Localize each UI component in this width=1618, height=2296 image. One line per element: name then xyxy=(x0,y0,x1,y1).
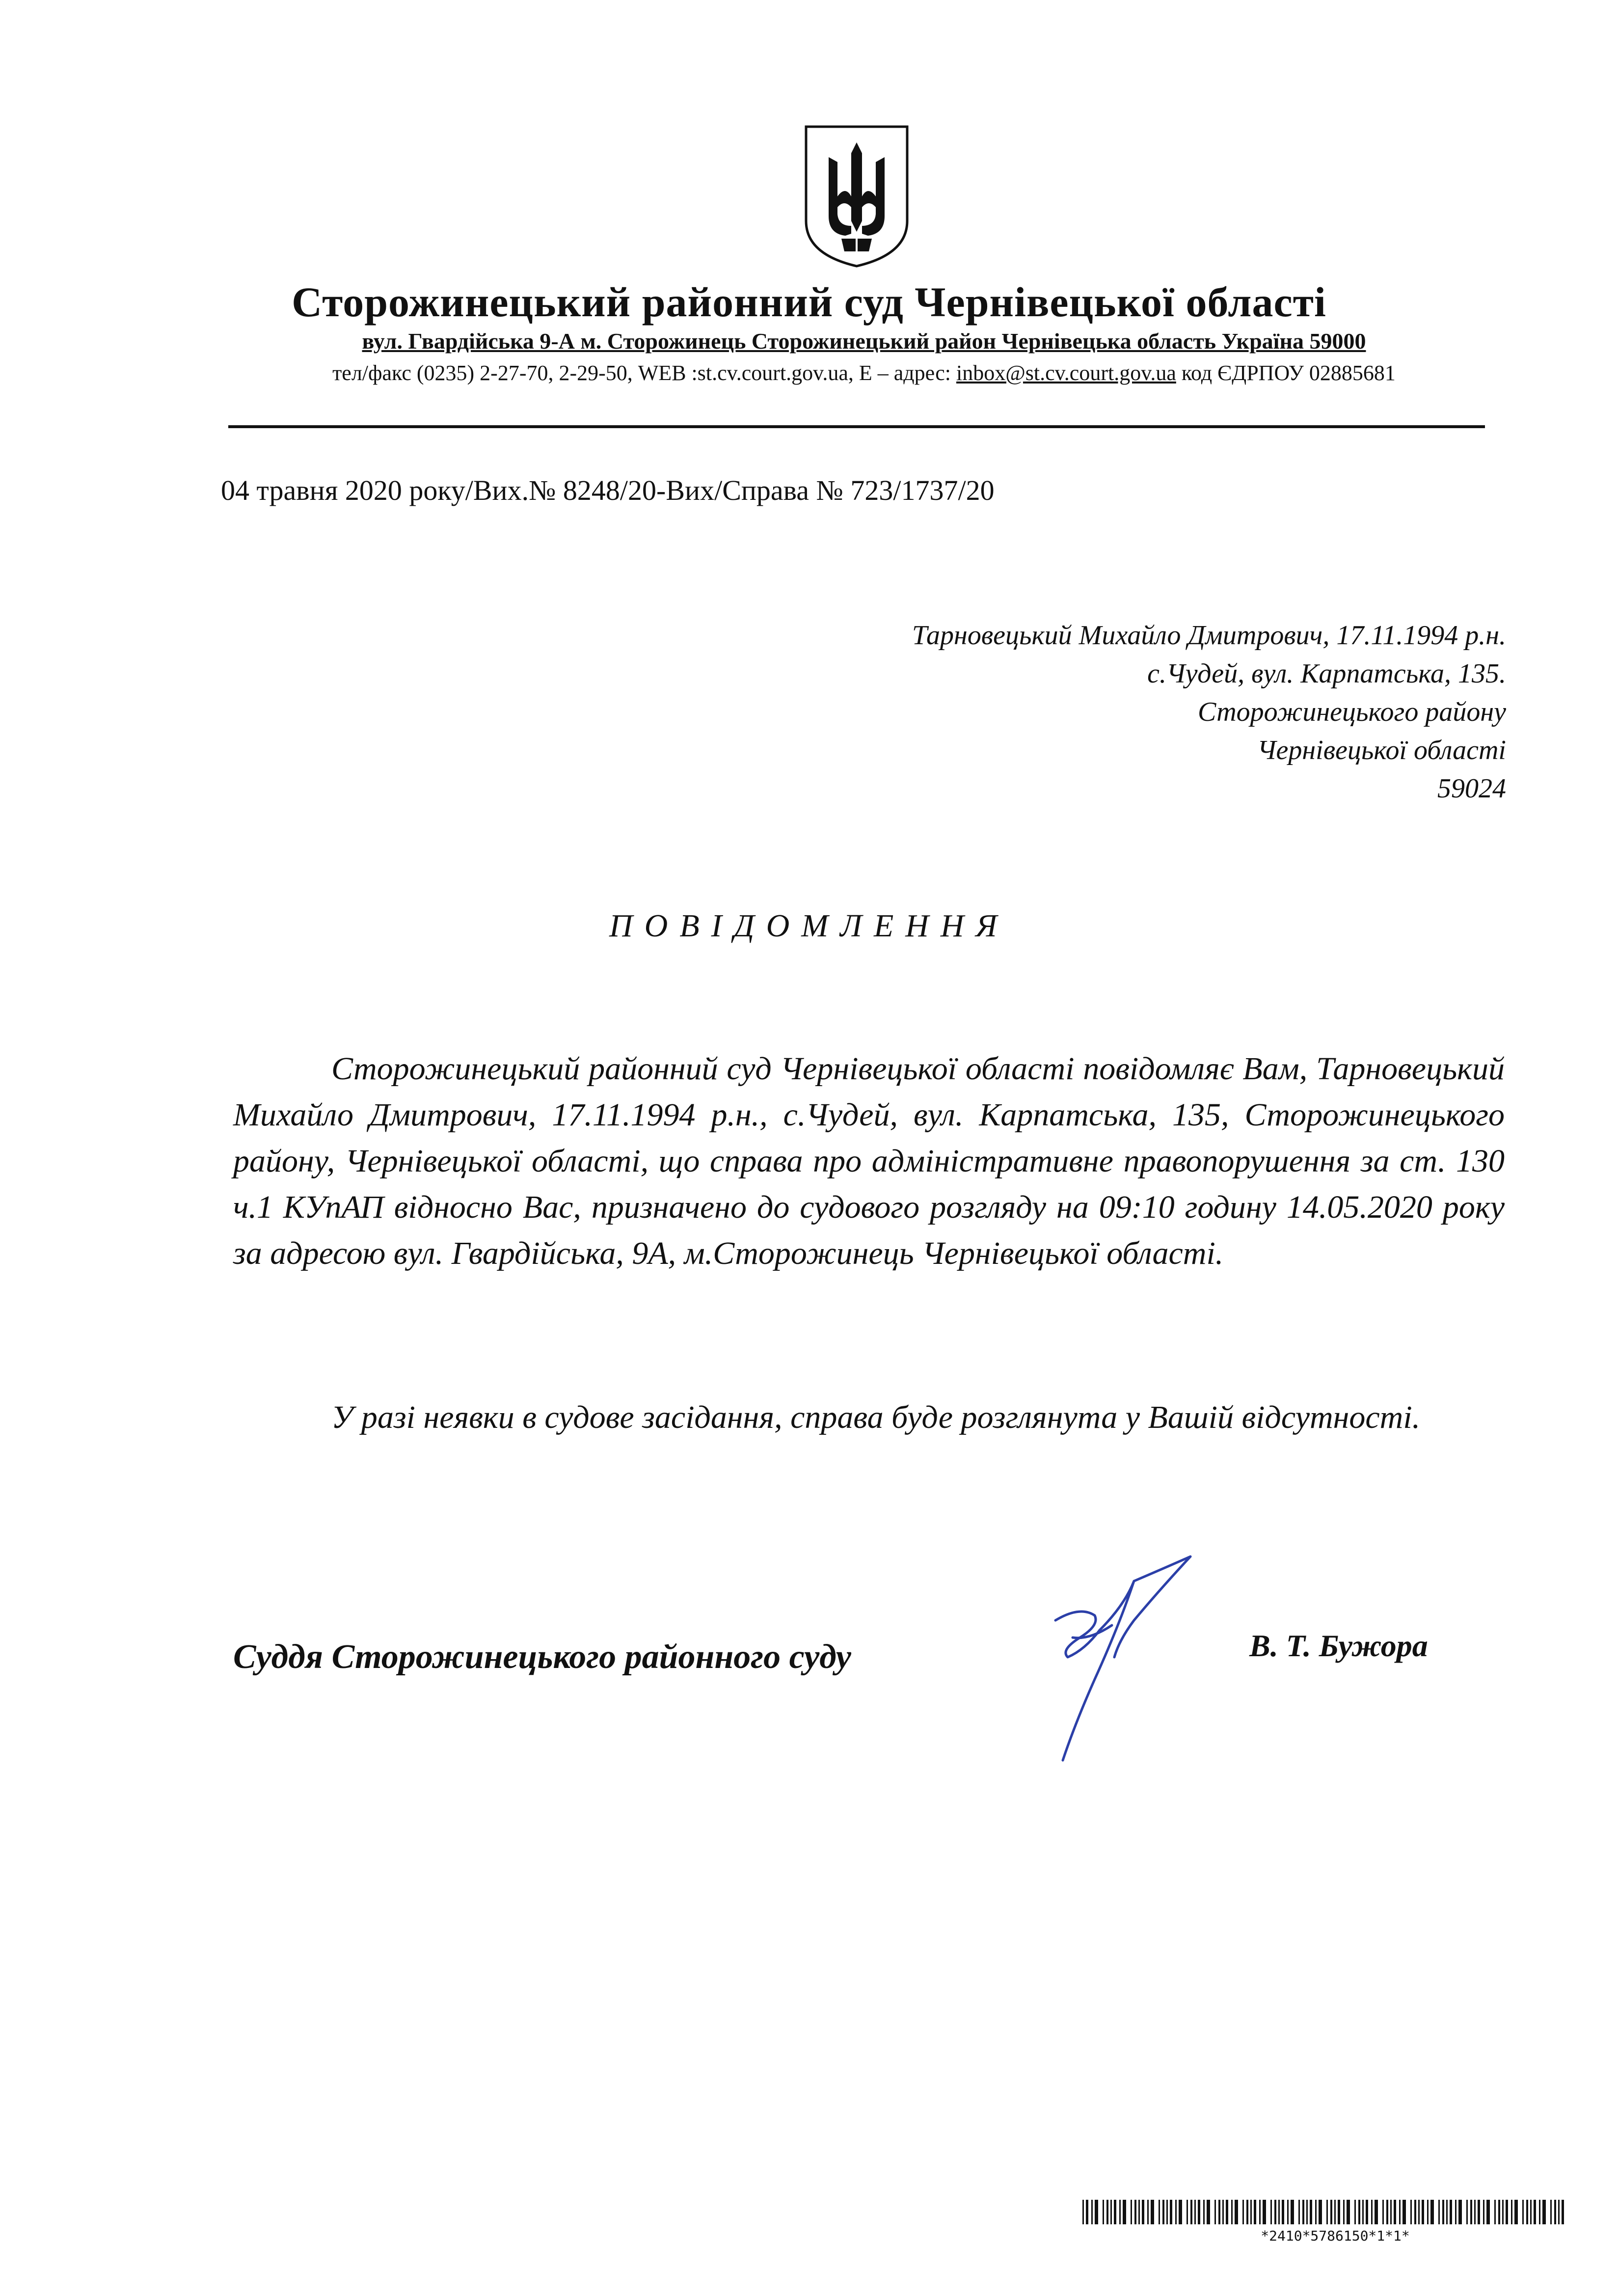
barcode-bar xyxy=(1226,2200,1228,2224)
judge-name: В. Т. Бужора xyxy=(1249,1628,1428,1663)
barcode-bar xyxy=(1131,2200,1132,2224)
barcode-bar xyxy=(1458,2200,1462,2224)
barcode-bar xyxy=(1134,2200,1136,2224)
court-contacts xyxy=(245,360,1483,385)
barcode-bar xyxy=(1198,2200,1200,2224)
barcode-bar xyxy=(1362,2200,1364,2224)
barcode-bar xyxy=(1259,2200,1261,2224)
barcode-bar xyxy=(1302,2200,1304,2224)
barcode-bar xyxy=(1315,2200,1317,2224)
barcode-bar xyxy=(1414,2200,1416,2224)
barcode-bar xyxy=(1187,2200,1188,2224)
barcode-bar xyxy=(1427,2200,1429,2224)
barcode-bar xyxy=(1119,2200,1121,2224)
barcode-bar xyxy=(1254,2200,1256,2224)
barcode-bar xyxy=(1114,2200,1116,2224)
barcode-bar xyxy=(1343,2200,1345,2224)
barcode-bar xyxy=(1394,2200,1396,2224)
barcode-bar xyxy=(1334,2200,1336,2224)
barcode-bar xyxy=(1278,2200,1280,2224)
handwritten-signature xyxy=(1021,1552,1227,1768)
barcode-bar xyxy=(1287,2200,1289,2224)
notice-paragraph: Сторожинецький районний суд Чернівецької області повідомляє Вам, Тарновецький Михайло Дмитрович, 17.11.1994 р.н., с.Чудей, вул. Карпатська, 135, Сторожинецького району, Чернівецької області, що справа про адміністративне правопорушення за ст. 130 ч.1 КУпАП відносно Вас, призначено до судового розгляду на 09:10 годину 14.05.2020 року за адресою вул. Гвардійська, 9А, м.Сторожинець Чернівецької області. xyxy=(233,1051,1505,1271)
barcode-bar xyxy=(1282,2200,1284,2224)
barcode-bar xyxy=(1142,2200,1144,2224)
recipient-line: с.Чудей, вул. Карпатська, 135. xyxy=(1147,658,1506,689)
barcode-bar xyxy=(1218,2200,1220,2224)
recipient-line: Чернівецької області xyxy=(1257,735,1506,765)
barcode-bar xyxy=(1366,2200,1368,2224)
barcode-bar xyxy=(1498,2200,1500,2224)
court-name: Сторожинецький районний суд Чернівецької області xyxy=(292,278,1326,326)
barcode-bar xyxy=(1347,2200,1350,2224)
barcode-bar xyxy=(1151,2200,1154,2224)
barcode-bar xyxy=(1175,2200,1177,2224)
contacts-text: тел/факс (0235) 2-27-70, 2-29-50, WEB :st.cv.court.gov.ua, E – адрес: xyxy=(332,361,957,385)
barcode-bar xyxy=(1207,2200,1210,2224)
barcode-bar xyxy=(1231,2200,1233,2224)
barcode-bar xyxy=(1138,2200,1140,2224)
barcode-bar xyxy=(1263,2200,1266,2224)
recipient-address-block xyxy=(912,616,1506,808)
barcode-bar xyxy=(1382,2200,1384,2224)
barcode-bar xyxy=(1091,2200,1093,2224)
barcode-bar xyxy=(1222,2200,1224,2224)
barcode-bar xyxy=(1159,2200,1160,2224)
recipient-line: Сторожинецького району xyxy=(1198,697,1506,727)
barcode-bar xyxy=(1319,2200,1322,2224)
barcode-bar xyxy=(1514,2200,1518,2224)
barcode-bar xyxy=(1430,2200,1434,2224)
barcode-bar xyxy=(1474,2200,1476,2224)
barcode-bar xyxy=(1410,2200,1412,2224)
barcode-bar xyxy=(1446,2200,1448,2224)
barcode-bar xyxy=(1235,2200,1238,2224)
barcode-bar xyxy=(1470,2200,1472,2224)
barcode-bar xyxy=(1214,2200,1216,2224)
barcode-number: *2410*5786150*1*1* xyxy=(1261,2228,1410,2244)
barcode-bar xyxy=(1450,2200,1452,2224)
barcode-bar xyxy=(1418,2200,1420,2224)
barcode-bar xyxy=(1542,2200,1546,2224)
barcode-bar xyxy=(1478,2200,1480,2224)
barcode-bar xyxy=(1338,2200,1340,2224)
barcode-bar xyxy=(1095,2200,1098,2224)
barcode-bar xyxy=(1326,2200,1328,2224)
barcode-bar xyxy=(1086,2200,1088,2224)
barcode-bar xyxy=(1486,2200,1490,2224)
barcode-bar xyxy=(1442,2200,1444,2224)
barcode-bar xyxy=(1162,2200,1164,2224)
barcode-bar xyxy=(1562,2200,1564,2224)
barcode-bar xyxy=(1194,2200,1196,2224)
barcode-bar xyxy=(1354,2200,1356,2224)
barcode-bar xyxy=(1170,2200,1172,2224)
barcode-bar xyxy=(1530,2200,1532,2224)
barcode-bar xyxy=(1179,2200,1182,2224)
barcode-bar xyxy=(1455,2200,1456,2224)
barcode-bar xyxy=(1371,2200,1373,2224)
barcode-bar xyxy=(1534,2200,1536,2224)
barcode-bar xyxy=(1274,2200,1276,2224)
barcode-bar xyxy=(1539,2200,1540,2224)
recipient-postal-code: 59024 xyxy=(1437,773,1506,804)
court-address: вул. Гвардійська 9-А м. Сторожинець Сторожинецький район Чернівецька область Україна 59000 xyxy=(362,328,1366,354)
barcode-bar xyxy=(1402,2200,1406,2224)
barcode-bar xyxy=(1291,2200,1294,2224)
outgoing-reference: 04 травня 2020 року/Вих.№ 8248/20-Вих/Справа № 723/1737/20 xyxy=(221,474,995,506)
barcode-bar xyxy=(1246,2200,1248,2224)
barcode-bar xyxy=(1399,2200,1401,2224)
barcode-bar xyxy=(1310,2200,1312,2224)
judge-title: Суддя Сторожинецького районного суду xyxy=(233,1638,851,1676)
coat-of-arms-icon xyxy=(800,123,913,270)
barcode-bar xyxy=(1298,2200,1300,2224)
barcode-bar xyxy=(1123,2200,1126,2224)
barcode-bar xyxy=(1550,2200,1552,2224)
barcode-bar xyxy=(1502,2200,1504,2224)
barcode-bar xyxy=(1250,2200,1252,2224)
barcode-bar xyxy=(1386,2200,1388,2224)
barcode-bar xyxy=(1558,2200,1560,2224)
barcode-bar xyxy=(1422,2200,1424,2224)
barcode-bar xyxy=(1522,2200,1524,2224)
barcode-bar xyxy=(1438,2200,1440,2224)
barcode-bar xyxy=(1375,2200,1378,2224)
barcode-bar xyxy=(1494,2200,1496,2224)
barcode-bar xyxy=(1358,2200,1360,2224)
barcode-bar xyxy=(1110,2200,1112,2224)
barcode-bar xyxy=(1554,2200,1556,2224)
barcode-bar xyxy=(1242,2200,1244,2224)
barcode-bar xyxy=(1203,2200,1205,2224)
barcode xyxy=(1082,2200,1566,2224)
barcode-bar xyxy=(1306,2200,1308,2224)
barcode-bar xyxy=(1147,2200,1149,2224)
barcode-bar xyxy=(1106,2200,1108,2224)
barcode-bar xyxy=(1511,2200,1512,2224)
recipient-line: Тарновецький Михайло Дмитрович, 17.11.1994 р.н. xyxy=(912,620,1506,651)
barcode-bar xyxy=(1103,2200,1104,2224)
barcode-bar xyxy=(1506,2200,1508,2224)
barcode-bar xyxy=(1466,2200,1468,2224)
court-code: код ЄДРПОУ 02885681 xyxy=(1176,361,1396,385)
barcode-bar xyxy=(1270,2200,1272,2224)
barcode-bar xyxy=(1082,2200,1084,2224)
header-divider xyxy=(228,425,1485,428)
court-email-link[interactable]: inbox@st.cv.court.gov.ua xyxy=(956,361,1176,385)
barcode-bar xyxy=(1330,2200,1332,2224)
barcode-bar xyxy=(1483,2200,1484,2224)
barcode-bar xyxy=(1190,2200,1192,2224)
notice-title: ПОВІДОМЛЕННЯ xyxy=(609,908,1009,944)
barcode-bar xyxy=(1390,2200,1392,2224)
notice-paragraph: У разі неявки в судове засідання, справа буде розглянута у Вашій відсутності. xyxy=(331,1399,1421,1435)
barcode-bar xyxy=(1166,2200,1168,2224)
barcode-bar xyxy=(1526,2200,1528,2224)
